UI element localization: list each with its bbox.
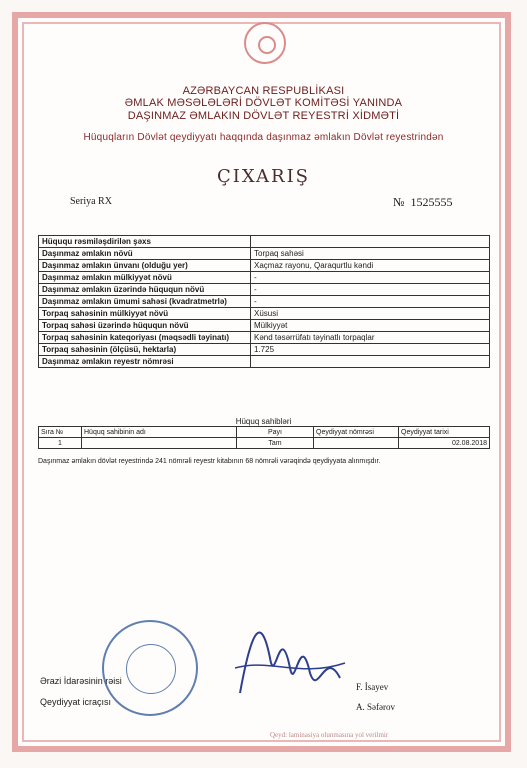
row-value: - [251, 296, 490, 308]
row-label: Daşınmaz əmlakın üzərində hüququn növü [39, 284, 251, 296]
table-row [39, 272, 490, 284]
header-line-4: Hüquqların Dövlət qeydiyyatı haqqında daşınmaz əmlakın Dövlət reyestrindən [83, 132, 444, 143]
col-header: Sıra № [39, 427, 82, 438]
row-value: Torpaq sahəsi [251, 248, 490, 260]
row-value: Xüsusi [251, 308, 490, 320]
cell-share: Tam [237, 438, 314, 449]
row-value: Xaçmaz rayonu, Qaraqurtlu kəndi [251, 260, 490, 272]
table-row [39, 332, 490, 344]
state-emblem-icon [244, 22, 286, 64]
document-number [393, 195, 452, 210]
row-label: Torpaq sahəsi üzərində hüququn növü [39, 320, 251, 332]
signer-2-title: Qeydiyyat icraçısı [40, 697, 112, 707]
row-label: Torpaq sahəsinin mülkiyyət növü [39, 308, 251, 320]
row-label: Torpaq sahəsinin (ölçüsü, hektarla) [39, 344, 251, 356]
row-label: Daşınmaz əmlakın mülkiyyət növü [39, 272, 251, 284]
row-label: Daşınmaz əmlakın reyestr nömrəsi [39, 356, 251, 368]
row-value: Kənd təsərrüfatı təyinatlı torpaqlar [251, 332, 490, 344]
series-label: Seriya RX [70, 196, 112, 207]
table-row [39, 344, 490, 356]
number-prefix: № [393, 195, 405, 209]
table-row [39, 236, 490, 248]
cell-owner [82, 438, 237, 449]
number-value: 1525555 [410, 195, 453, 209]
col-header: Hüquq sahibinin adı [82, 427, 237, 438]
col-header: Payı [237, 427, 314, 438]
owners-data-row [39, 438, 490, 449]
col-header: Qeydiyyat nömrəsi [314, 427, 399, 438]
row-value [251, 356, 490, 368]
header-line-3: DAŞINMAZ ƏMLAKIN DÖVLƏT REYESTRİ XİDMƏTİ [127, 110, 400, 122]
signer-1-title: Ərazi İdarəsinin rəisi [40, 676, 122, 686]
property-table [38, 235, 490, 368]
row-label: Hüququ rəsmiləşdirilən şəxs [39, 236, 251, 248]
row-value: - [251, 272, 490, 284]
table-row [39, 248, 490, 260]
cell-seq: 1 [39, 438, 82, 449]
table-row [39, 260, 490, 272]
table-row [39, 308, 490, 320]
footnote: Qeyd: laminasiya olunmasına yol verilmir [270, 731, 389, 739]
document-title: ÇIXARIŞ [216, 166, 311, 187]
header-line-2: ƏMLAK MƏSƏLƏLƏRİ DÖVLƏT KOMİTƏSİ YANINDA [124, 97, 403, 109]
cell-reg-date: 02.08.2018 [399, 438, 490, 449]
cell-reg-number [314, 438, 399, 449]
row-label: Torpaq sahəsinin kateqoriyası (məqsədli təyinatı) [39, 332, 251, 344]
signature-icon [230, 598, 350, 708]
table-row [39, 320, 490, 332]
col-header: Qeydiyyat tarixi [399, 427, 490, 438]
row-value: Mülkiyyət [251, 320, 490, 332]
row-value [251, 236, 490, 248]
header-line-1: AZƏRBAYCAN RESPUBLİKASI [182, 85, 345, 97]
row-value: 1.725 [251, 344, 490, 356]
row-value: - [251, 284, 490, 296]
signer-1-name: F. İsayev [356, 682, 389, 692]
table-row [39, 296, 490, 308]
table-row [39, 356, 490, 368]
row-label: Daşınmaz əmlakın ünvanı (olduğu yer) [39, 260, 251, 272]
table-row [39, 284, 490, 296]
owners-header-row [39, 427, 490, 438]
official-seal-icon [102, 620, 198, 716]
registration-note: Daşınmaz əmlakın dövlət reyestrində 241 nömrəli reyestr kitabının 68 nömrəli vərəqində qeydiyyata alınmışdır. [38, 458, 381, 465]
owners-table [38, 426, 490, 449]
signer-2-name: A. Səfərov [356, 702, 395, 712]
row-label: Daşınmaz əmlakın ümumi sahəsi (kvadratmetrlə) [39, 296, 251, 308]
row-label: Daşınmaz əmlakın növü [39, 248, 251, 260]
owners-title: Hüquq sahibləri [235, 417, 292, 426]
